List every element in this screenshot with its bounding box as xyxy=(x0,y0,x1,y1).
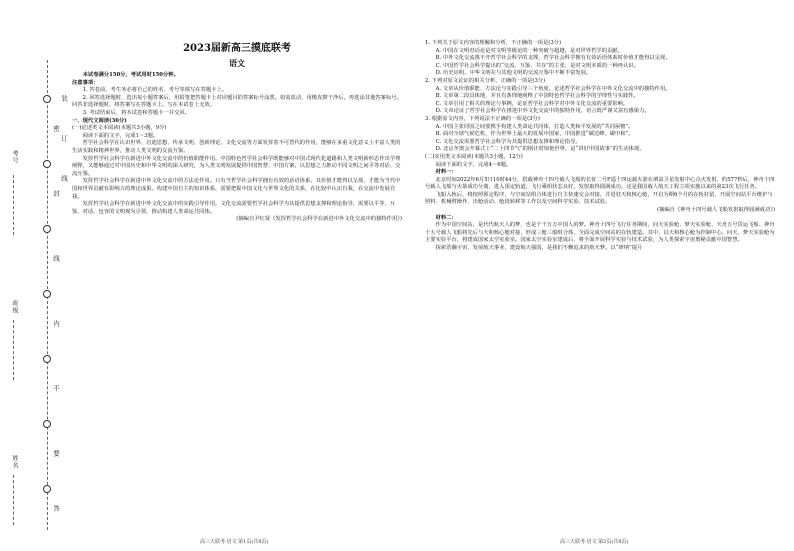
passage-paragraph: 发挥哲学社会科学在新进中外文化交流中的价值职能作用。中国特色哲学社会科学既能够对中国式现代化道路和人类文明新形态作出学理阐释，又能够通过对中国历史和中华文明的深入研究，为人类文明发展提供中国智慧、中国方案，以思想之力推动不同文明之间平等对话、交流互鉴。 xyxy=(72,155,401,177)
score-note: 本试卷满分150分，考试用时150分钟。 xyxy=(82,72,179,78)
question-option: C. 中国哲学社会科学提出的“交流、互鉴、共存”的主张，是对文明本质的一种再认识。 xyxy=(435,62,639,69)
subsection-heading: (二)实用类文本阅读(本题共3小题，12分) xyxy=(425,153,523,160)
notice-item: 3. 考试结束后，将本试卷和答题卡一并交回。 xyxy=(82,109,190,116)
binding-hole-7 xyxy=(43,485,51,493)
material-paragraph: 北京时间2022年6月5日10时44分，搭载神舟十四号载人飞船的长征二号F遥十四运载火箭在酒泉卫星发射中心点火发射，约577秒后，神舟十四号载人飞船与火箭成功分离，进入预定轨道，飞行乘组状态良好，发射取得圆满成功。这是我国载人航天工程立项实施以来的第23次飞行任务。 xyxy=(425,176,775,191)
material-paragraph: 作为中国空间站，是代代航天人的梦，也是千千万万中国人的梦。神舟十四号飞行任务期间，问天实验舱、梦天实验舱、天舟五号货运飞船、神舟十五号载人飞船将先后与天和核心舱对接，形成三舱三船组合体，全面完成空间站的在轨建造。其中，以天和核心舱为控制中心，问天、梦天实验舱为主要实验平台，将建成国家太空实验室。国家太空实验室建成后，将全面开展科学实验与技术试验，为人类探索宇宙奥秘贡献中国智慧。 xyxy=(425,222,775,244)
instruction: 阅读下面的文字，完成4～6题。 xyxy=(435,161,512,168)
notice-item: 1. 答卷前，考生务必将自己的姓名、考号等填写在答题卡上。 xyxy=(82,87,228,94)
seal-char: 答 xyxy=(52,505,60,512)
passage-paragraph: 发挥哲学社会科学在新进中外文化交流中的实践引导作用。文化交流需要哲学社会科学为其提供思想支撑和理论指导，需要以平等、互鉴、对话、包容的文明观为引领，推动构建人类命运共同体。 xyxy=(72,201,396,215)
question-option: D. 历史证明，中华文明在与其他文明的交流互鉴中不断丰富发展。 xyxy=(435,70,592,77)
question-stem: 3. 根据原文内容，下列说法不正确的一项是(3分) xyxy=(425,115,540,122)
material-paragraph: 探索浩瀚宇宙，发展航天事业，建设航天强国，是我们不懈追求的航天梦。以“研纳”提月 xyxy=(435,245,643,252)
name-line xyxy=(13,475,14,525)
passage-paragraph: 发挥哲学社会科学在新进中外文化交流中的方法论作用。只有当哲学社会科学拥有有效的话语体系，其价值才能得以呈现，才能为当代中国和世界贡献有影响力的理论成果。构建中国自主的知识体系，需要把握中国文化与世界文化的关系，在比较中认识自我，在交流中发展自我。 xyxy=(72,178,401,200)
material-paragraph: 飞船入轨后，将按照预定程序，与空间站组合体进行自主快速交会对接，并进驻天和核心舱，开启为期6个月的在轨驻留，开展空间站平台维护与照料、机械臂操作、出舱活动、舱段转移等工作以及空间科学实验、技术试验。 xyxy=(425,191,773,206)
question-option: B. 中外文化交流离不开哲学社会科学的支撑，哲学社会科学拥有有效话语体系时价值才能得以呈现。 xyxy=(435,55,671,62)
question-option: C. 文化交流需要哲学社会科学为其提供思想支撑和理论指导。 xyxy=(435,138,581,145)
seal-char: 要 xyxy=(52,450,60,457)
question-option: B. 面对全球气候危机，作为世界上最大的发展中国家，中国推进“碳达峰、碳中和”。 xyxy=(435,131,634,138)
binding-hole-1 xyxy=(43,95,51,103)
seal-char: 密 xyxy=(52,125,60,132)
section-heading: 一、现代文阅读(36分) xyxy=(72,117,127,124)
material-source: (摘编自《神舟十四号载人飞船发射取得圆满成功》) xyxy=(656,207,775,214)
exam-number-label: 考号 xyxy=(11,150,18,164)
notice-item: 2. 回答选择题时，选出每小题答案后，用铅笔把答题卡上对应题目的答案标号涂黑。如需改动，用橡皮擦干净后，再选涂其他答案标号。回答非选择题时，将答案写在答题卡上。写在本试卷上无效。 xyxy=(72,94,402,109)
binding-hole-5 xyxy=(43,355,51,363)
class-label: 班级 xyxy=(11,300,18,314)
exam-title: 2023届新高三摸底联考 xyxy=(183,43,291,54)
binding-strip xyxy=(0,0,70,551)
question-option: A. 中国在文明对话论是对文明等级论的一种突破与超越，是对世界哲学的贡献。 xyxy=(435,47,623,54)
question-stem: 1. 下列关于原文内容的理解和分析，不正确的一项是(3分) xyxy=(425,40,562,46)
question-option: D. 文章论证了哲学社会科学在推进中外文化交流中的独特作用，语言既严谨又富有感染力。 xyxy=(435,108,650,115)
binding-mark: 订 xyxy=(60,135,68,142)
page-footer-right: 高三大联考·语文 第2页(共8页) xyxy=(560,539,629,545)
binding-hole-6 xyxy=(43,420,51,428)
binding-mark: 装 xyxy=(60,95,68,102)
material-title: 材料二： xyxy=(435,214,457,221)
instruction: 阅读下面的文字，完成1～3题。 xyxy=(82,132,159,139)
right-column xyxy=(425,40,775,253)
question-option: C. 文章引用了相关的理论与事例，论证哲学社会科学对中外文化交流的重要影响。 xyxy=(435,100,629,107)
question-option: A. 文章从价值职能、方法论与实践引导三个角度，论述哲学社会科学在中外文化交流中的独特作用。 xyxy=(435,85,671,92)
binding-hole-3 xyxy=(43,225,51,233)
subsection-heading: (一)论述类文本阅读(本题共3小题，9分) xyxy=(72,125,167,132)
binding-mark: 线 xyxy=(60,175,68,182)
subject-title: 语文 xyxy=(229,58,245,68)
question-option: B. 文章第二段具体地、并且有条理地阐释了中国特色哲学社会科学的学理性与实践性。 xyxy=(435,93,639,100)
question-option: A. 中国主张同国之间要携手构建人类命运共同体，打造人类和平发展的“共同屋檐”。 xyxy=(435,123,634,130)
seal-char: 线 xyxy=(52,255,60,262)
question-stem: 2. 下列对原文论证的相关分析，正确的一项是(3分) xyxy=(425,77,546,84)
page-footer-left: 高三大联考·语文 第1页(共8页) xyxy=(200,539,269,545)
class-line xyxy=(13,320,14,380)
question-option: D. 北京冬奥会开幕式上“二十四节气”的倒计时惊艳世界，是“讲好中国故事”的生动体现。 xyxy=(435,146,645,153)
seal-char: 不 xyxy=(52,385,60,392)
binding-hole-2 xyxy=(43,160,51,168)
seal-char: 封 xyxy=(52,190,60,197)
exam-number-line xyxy=(13,175,14,235)
name-label: 姓名 xyxy=(11,455,18,469)
notice-title: 注意事项： xyxy=(72,79,99,86)
material-title: 材料一： xyxy=(435,169,457,176)
seal-char: 内 xyxy=(52,320,60,327)
passage-source: (摘编自尹红贤《发挥哲学社会科学在新进中外文化交流中的独特作用》) xyxy=(236,216,402,223)
binding-hole-4 xyxy=(43,290,51,298)
left-column xyxy=(72,0,402,224)
passage-paragraph: 哲学社会科学在认识世界、启迪思想、传承文明、创新理论、文化交流等方面发挥着不可替代的作用，能够在多重文化意义上丰富人类的生活实践和精神世界，推动人类文明的交流互鉴。 xyxy=(72,140,401,154)
